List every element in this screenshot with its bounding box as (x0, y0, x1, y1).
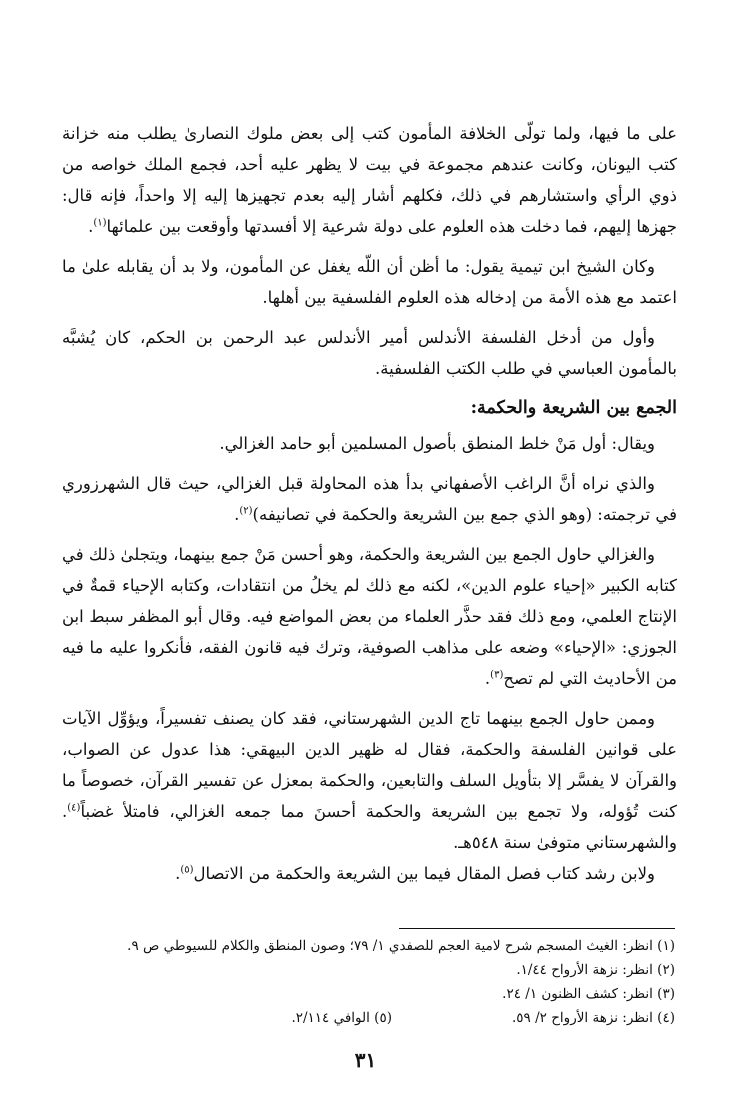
paragraph-1-text: على ما فيها، ولما تولّى الخلافة المأمون كتب إلى بعض ملوك النصارىٰ يطلب منه خزانة كتب اليونان، وكانت عندهم مجموعة في بيت لا يظهر عليه أحد، فجمع الملك خواصه من ذوي الرأي واستشارهم في ذلك، فكلهم أشار إليه بعدم تجهيزها إليه إلا واحداً، فإنه قال: جهزها إليهم، فما دخلت هذه العلوم على دولة شرعية إلا أفسدتها وأوقعت بين علمائها (62, 124, 677, 236)
paragraph-6: والغزالي حاول الجمع بين الشريعة والحكمة، وهو أحسن مَنْ جمع بينهما، ويتجلىٰ ذلك في كتابه الكبير «إحياء علوم الدين»، لكنه مع ذلك لم يخلُ من انتقادات، وكتابه الإحياء قمةٌ في الإنتاج العلمي، ومع ذلك فقد حذَّر العلماء من بعض المواضع فيه. وقال أبو المظفر سبط ابن الجوزي: «الإحياء» وضعه على مذاهب الصوفية، وترك فيه قانون الفقه، فأنكروا عليه ما فيه من الأحاديث التي لم تصح$^{(٣)}$. (62, 545, 677, 688)
footnote-mark-1: (١) (93, 217, 107, 229)
footnote-1: (١) انظر: الغيث المسجم شرح لامية العجم للصفدي ١/ ٧٩؛ وصون المنطق والكلام للسيوطي ص ٩. (127, 938, 675, 954)
footnotes (45, 934, 675, 1030)
paragraph-7-tail: والشهرستاني متوفىٰ سنة ٥٤٨هـ. (453, 833, 677, 852)
page-number: ٣١ (354, 1048, 377, 1072)
footnote-mark-2: (٢) (239, 505, 253, 517)
paragraph-7: وممن حاول الجمع بينهما تاج الدين الشهرستاني، فقد كان يصنف تفسيراً، ويؤوِّل الآيات على قوانين الفلسفة والحكمة، فقال له ظهير الدين البيهقي: هذا عدول عن الصواب، والقرآن لا يفسَّر إلا بتأويل السلف والتابعين، والحكمة بمعزل عن تفسير القرآن، خصوصاً ما كنت تُؤوله، ولا تجمع بين الشريعة والحكمة أحسنَ مما جمعه الغزالي، فامتلأ غضباً$^{(٤)}$. والشهرستاني متوفىٰ سنة ٥٤٨هـ. (62, 709, 677, 852)
footnote-5: (٥) الوافي ٢/١١٤. (291, 1010, 392, 1026)
paragraph-8: ولابن رشد كتاب فصل المقال فيما بين الشريعة والحكمة من الاتصال$^{(٥)}$. (175, 864, 655, 883)
footnote-mark-5: (٥) (180, 864, 194, 876)
paragraph-7-text: وممن حاول الجمع بينهما تاج الدين الشهرستاني، فقد كان يصنف تفسيراً، ويؤوِّل الآيات على قوانين الفلسفة والحكمة، فقال له ظهير الدين البيهقي: هذا عدول عن الصواب، والقرآن لا يفسَّر إلا بتأويل السلف والتابعين، والحكمة بمعزل عن تفسير القرآن، خصوصاً ما كنت تُؤوله، ولا تجمع بين الشريعة والحكمة أحسنَ مما جمعه الغزالي، فامتلأ غضباً (62, 709, 677, 821)
page-body (62, 118, 677, 898)
paragraph-4: ويقال: أول مَنْ خلط المنطق بأصول المسلمين أبو حامد الغزالي. (219, 434, 655, 453)
footnote-4: (٤) انظر: نزهة الأرواح ٢/ ٥٩. (512, 1010, 675, 1026)
paragraph-3: وأول من أدخل الفلسفة الأندلس أمير الأندلس عبد الرحمن بن الحكم، كان يُشبَّه بالمأمون العباسي في طلب الكتب الفلسفية. (62, 328, 677, 378)
paragraph-1: على ما فيها، ولما تولّى الخلافة المأمون كتب إلى بعض ملوك النصارىٰ يطلب منه خزانة كتب اليونان، وكانت عندهم مجموعة في بيت لا يظهر عليه أحد، فجمع الملك خواصه من ذوي الرأي واستشارهم في ذلك، فكلهم أشار إليه بعدم تجهيزها إليه إلا واحداً، فإنه قال: جهزها إليهم، فما دخلت هذه العلوم على دولة شرعية إلا أفسدتها وأوقعت بين علمائها$^{(١)}$. (62, 124, 677, 236)
footnote-mark-4: (٤) (67, 802, 81, 814)
paragraph-8-text: ولابن رشد كتاب فصل المقال فيما بين الشريعة والحكمة من الاتصال (193, 864, 655, 883)
footnote-row-4-5 (45, 1006, 675, 1030)
paragraph-5-text: والذي نراه أنَّ الراغب الأصفهاني بدأ هذه المحاولة قبل الغزالي، حيث قال الشهرزوري في ترجمته: (وهو الذي جمع بين الشريعة والحكمة في تصانيفه) (62, 474, 677, 524)
section-heading: الجمع بين الشريعة والحكمة: (470, 398, 677, 418)
paragraph-5: والذي نراه أنَّ الراغب الأصفهاني بدأ هذه المحاولة قبل الغزالي، حيث قال الشهرزوري في ترجمته: (وهو الذي جمع بين الشريعة والحكمة في تصانيفه)$^{(٢)}$. (62, 474, 677, 524)
footnote-mark-3: (٣) (490, 669, 504, 681)
footnote-3: (٣) انظر: كشف الظنون ١/ ٢٤. (502, 986, 675, 1002)
footnote-2: (٢) انظر: نزهة الأرواح ١/٤٤. (516, 962, 675, 978)
footnote-divider (399, 928, 675, 929)
paragraph-2: وكان الشيخ ابن تيمية يقول: ما أظن أن اللّه يغفل عن المأمون، ولا بد أن يقابله علىٰ ما اعتمد مع هذه الأمة من إدخاله هذه العلوم الفلسفية بين أهلها. (62, 257, 677, 307)
paragraph-6-text: والغزالي حاول الجمع بين الشريعة والحكمة، وهو أحسن مَنْ جمع بينهما، ويتجلىٰ ذلك في كتابه الكبير «إحياء علوم الدين»، لكنه مع ذلك لم يخلُ من انتقادات، وكتابه الإحياء قمةٌ في الإنتاج العلمي، ومع ذلك فقد حذَّر العلماء من بعض المواضع فيه. وقال أبو المظفر سبط ابن الجوزي: «الإحياء» وضعه على مذاهب الصوفية، وترك فيه قانون الفقه، فأنكروا عليه ما فيه من الأحاديث التي لم تصح (62, 545, 677, 688)
